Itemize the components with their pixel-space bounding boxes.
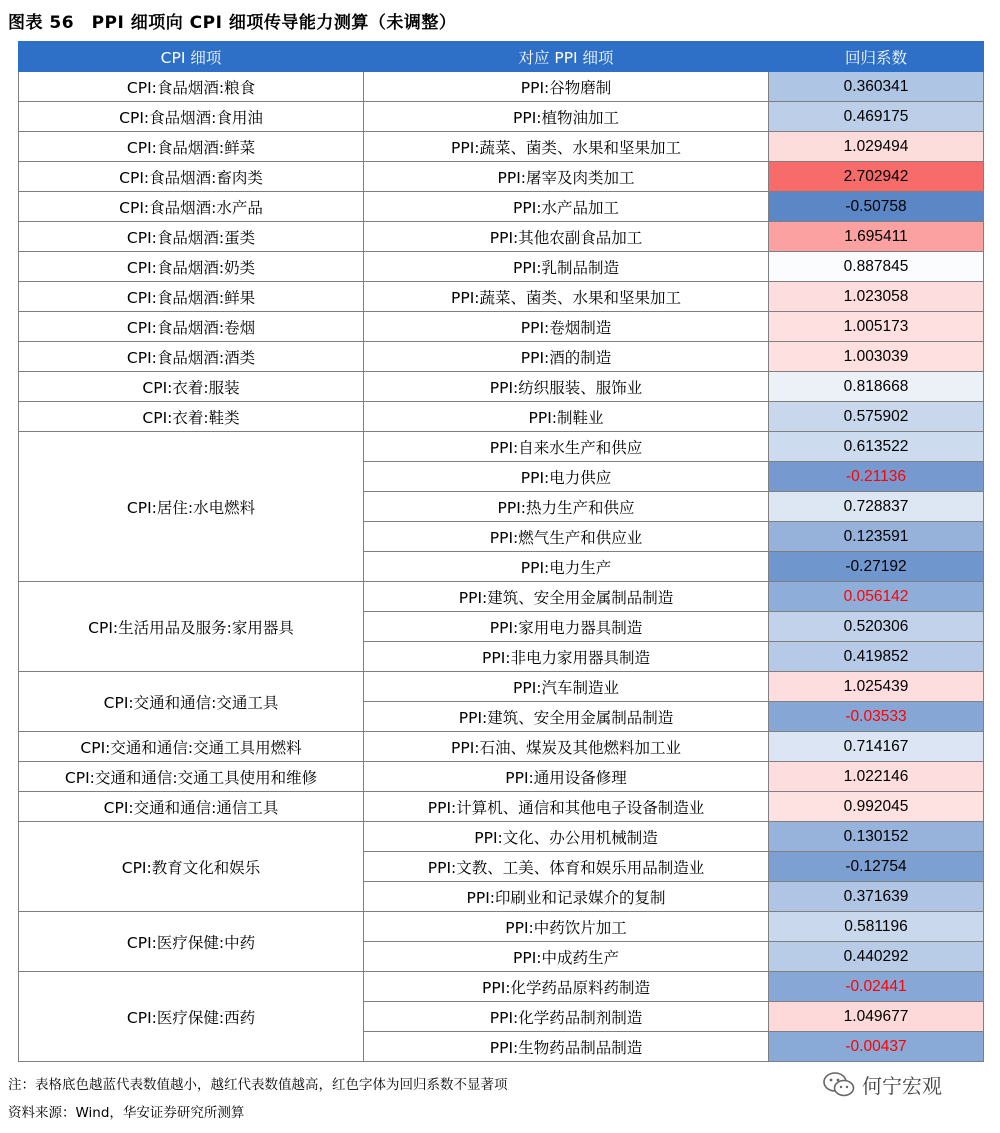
coefficient-cell: 0.360341 xyxy=(769,72,984,102)
ppi-item-cell: PPI:蔬菜、菌类、水果和坚果加工 xyxy=(364,282,769,312)
cpi-item-cell: CPI:食品烟酒:奶类 xyxy=(19,252,364,282)
cpi-item-cell: CPI:食品烟酒:卷烟 xyxy=(19,312,364,342)
coefficient-cell: 0.714167 xyxy=(769,732,984,762)
table-row xyxy=(19,342,984,372)
coefficient-cell: -0.00437 xyxy=(769,1032,984,1062)
table-row xyxy=(19,672,984,702)
table-row xyxy=(19,312,984,342)
table-row xyxy=(19,402,984,432)
coefficient-cell: 0.056142 xyxy=(769,582,984,612)
header-cpi: CPI 细项 xyxy=(19,42,364,72)
wechat-icon xyxy=(822,1071,856,1099)
cpi-item-cell: CPI:食品烟酒:酒类 xyxy=(19,342,364,372)
ppi-item-cell: PPI:自来水生产和供应 xyxy=(364,432,769,462)
cpi-item-cell: CPI:交通和通信:交通工具 xyxy=(19,672,364,732)
cpi-item-cell: CPI:食品烟酒:蛋类 xyxy=(19,222,364,252)
coefficient-cell: 0.992045 xyxy=(769,792,984,822)
ppi-item-cell: PPI:生物药品制品制造 xyxy=(364,1032,769,1062)
table-row xyxy=(19,732,984,762)
coefficient-cell: 2.702942 xyxy=(769,162,984,192)
coefficient-cell: 1.022146 xyxy=(769,762,984,792)
ppi-item-cell: PPI:植物油加工 xyxy=(364,102,769,132)
ppi-item-cell: PPI:电力供应 xyxy=(364,462,769,492)
table-row xyxy=(19,282,984,312)
cpi-item-cell: CPI:居住:水电燃料 xyxy=(19,432,364,582)
coefficient-cell: 0.613522 xyxy=(769,432,984,462)
coefficient-cell: -0.27192 xyxy=(769,552,984,582)
header-row xyxy=(19,42,984,72)
table-row xyxy=(19,192,984,222)
coefficient-cell: 0.728837 xyxy=(769,492,984,522)
watermark xyxy=(822,1070,942,1099)
ppi-item-cell: PPI:蔬菜、菌类、水果和坚果加工 xyxy=(364,132,769,162)
coefficient-cell: 0.371639 xyxy=(769,882,984,912)
coefficient-cell: 0.520306 xyxy=(769,612,984,642)
cpi-item-cell: CPI:生活用品及服务:家用器具 xyxy=(19,582,364,672)
ppi-item-cell: PPI:电力生产 xyxy=(364,552,769,582)
ppi-item-cell: PPI:纺织服装、服饰业 xyxy=(364,372,769,402)
cpi-item-cell: CPI:衣着:鞋类 xyxy=(19,402,364,432)
ppi-item-cell: PPI:通用设备修理 xyxy=(364,762,769,792)
ppi-item-cell: PPI:卷烟制造 xyxy=(364,312,769,342)
watermark-text: 何宁宏观 xyxy=(862,1074,942,1098)
ppi-item-cell: PPI:热力生产和供应 xyxy=(364,492,769,522)
coefficient-cell: -0.12754 xyxy=(769,852,984,882)
ppi-item-cell: PPI:其他农副食品加工 xyxy=(364,222,769,252)
cpi-item-cell: CPI:交通和通信:交通工具用燃料 xyxy=(19,732,364,762)
table-note: 注：表格底色越蓝代表数值越小，越红代表数值越高，红色字体为回归系数不显著项 xyxy=(8,1077,508,1093)
table-title: 图表 56 PPI 细项向 CPI 细项传导能力测算（未调整） xyxy=(8,13,457,33)
coefficient-cell: 1.025439 xyxy=(769,672,984,702)
coefficient-cell: -0.50758 xyxy=(769,192,984,222)
ppi-item-cell: PPI:酒的制造 xyxy=(364,342,769,372)
table-row xyxy=(19,822,984,852)
cpi-item-cell: CPI:食品烟酒:鲜果 xyxy=(19,282,364,312)
ppi-item-cell: PPI:汽车制造业 xyxy=(364,672,769,702)
coefficient-cell: -0.02441 xyxy=(769,972,984,1002)
cpi-item-cell: CPI:衣着:服装 xyxy=(19,372,364,402)
table-row xyxy=(19,582,984,612)
ppi-item-cell: PPI:制鞋业 xyxy=(364,402,769,432)
ppi-item-cell: PPI:计算机、通信和其他电子设备制造业 xyxy=(364,792,769,822)
ppi-item-cell: PPI:印刷业和记录媒介的复制 xyxy=(364,882,769,912)
ppi-item-cell: PPI:化学药品制剂制造 xyxy=(364,1002,769,1032)
cpi-item-cell: CPI:医疗保健:西药 xyxy=(19,972,364,1062)
ppi-item-cell: PPI:中成药生产 xyxy=(364,942,769,972)
ppi-item-cell: PPI:乳制品制造 xyxy=(364,252,769,282)
coefficient-cell: 0.130152 xyxy=(769,822,984,852)
coefficient-cell: 1.695411 xyxy=(769,222,984,252)
coefficient-cell: 0.575902 xyxy=(769,402,984,432)
ppi-item-cell: PPI:家用电力器具制造 xyxy=(364,612,769,642)
ppi-item-cell: PPI:文化、办公用机械制造 xyxy=(364,822,769,852)
table-row xyxy=(19,102,984,132)
cpi-item-cell: CPI:食品烟酒:粮食 xyxy=(19,72,364,102)
cpi-item-cell: CPI:食品烟酒:鲜菜 xyxy=(19,132,364,162)
ppi-item-cell: PPI:建筑、安全用金属制品制造 xyxy=(364,702,769,732)
ppi-item-cell: PPI:建筑、安全用金属制品制造 xyxy=(364,582,769,612)
coefficient-cell: 1.049677 xyxy=(769,1002,984,1032)
header-ppi: 对应 PPI 细项 xyxy=(364,42,769,72)
table-row xyxy=(19,72,984,102)
ppi-item-cell: PPI:燃气生产和供应业 xyxy=(364,522,769,552)
coefficient-cell: 0.469175 xyxy=(769,102,984,132)
cpi-item-cell: CPI:交通和通信:通信工具 xyxy=(19,792,364,822)
ppi-item-cell: PPI:屠宰及肉类加工 xyxy=(364,162,769,192)
table-row xyxy=(19,792,984,822)
table-row xyxy=(19,252,984,282)
coefficient-cell: 1.029494 xyxy=(769,132,984,162)
ppi-item-cell: PPI:石油、煤炭及其他燃料加工业 xyxy=(364,732,769,762)
cpi-item-cell: CPI:医疗保健:中药 xyxy=(19,912,364,972)
table-row xyxy=(19,762,984,792)
cpi-item-cell: CPI:教育文化和娱乐 xyxy=(19,822,364,912)
coefficient-cell: 1.003039 xyxy=(769,342,984,372)
coefficient-cell: 0.123591 xyxy=(769,522,984,552)
coefficient-cell: 0.419852 xyxy=(769,642,984,672)
coefficient-cell: 0.818668 xyxy=(769,372,984,402)
cpi-item-cell: CPI:食品烟酒:畜肉类 xyxy=(19,162,364,192)
table-row xyxy=(19,972,984,1002)
ppi-item-cell: PPI:谷物磨制 xyxy=(364,72,769,102)
table-row xyxy=(19,162,984,192)
ppi-item-cell: PPI:水产品加工 xyxy=(364,192,769,222)
table-body xyxy=(19,72,984,1062)
ppi-item-cell: PPI:中药饮片加工 xyxy=(364,912,769,942)
table-row xyxy=(19,912,984,942)
data-source: 资料来源：Wind，华安证券研究所测算 xyxy=(8,1105,245,1121)
coefficient-cell: 1.005173 xyxy=(769,312,984,342)
cpi-item-cell: CPI:食品烟酒:水产品 xyxy=(19,192,364,222)
table-row xyxy=(19,432,984,462)
coefficient-cell: -0.21136 xyxy=(769,462,984,492)
table-row xyxy=(19,132,984,162)
header-coef: 回归系数 xyxy=(769,42,984,72)
coefficient-cell: 0.887845 xyxy=(769,252,984,282)
coefficient-cell: 0.581196 xyxy=(769,912,984,942)
ppi-item-cell: PPI:非电力家用器具制造 xyxy=(364,642,769,672)
coefficient-cell: 1.023058 xyxy=(769,282,984,312)
ppi-item-cell: PPI:化学药品原料药制造 xyxy=(364,972,769,1002)
coefficient-table xyxy=(18,41,984,1062)
ppi-item-cell: PPI:文教、工美、体育和娱乐用品制造业 xyxy=(364,852,769,882)
coefficient-cell: -0.03533 xyxy=(769,702,984,732)
cpi-item-cell: CPI:食品烟酒:食用油 xyxy=(19,102,364,132)
cpi-item-cell: CPI:交通和通信:交通工具使用和维修 xyxy=(19,762,364,792)
table-row xyxy=(19,222,984,252)
coefficient-cell: 0.440292 xyxy=(769,942,984,972)
table-row xyxy=(19,372,984,402)
